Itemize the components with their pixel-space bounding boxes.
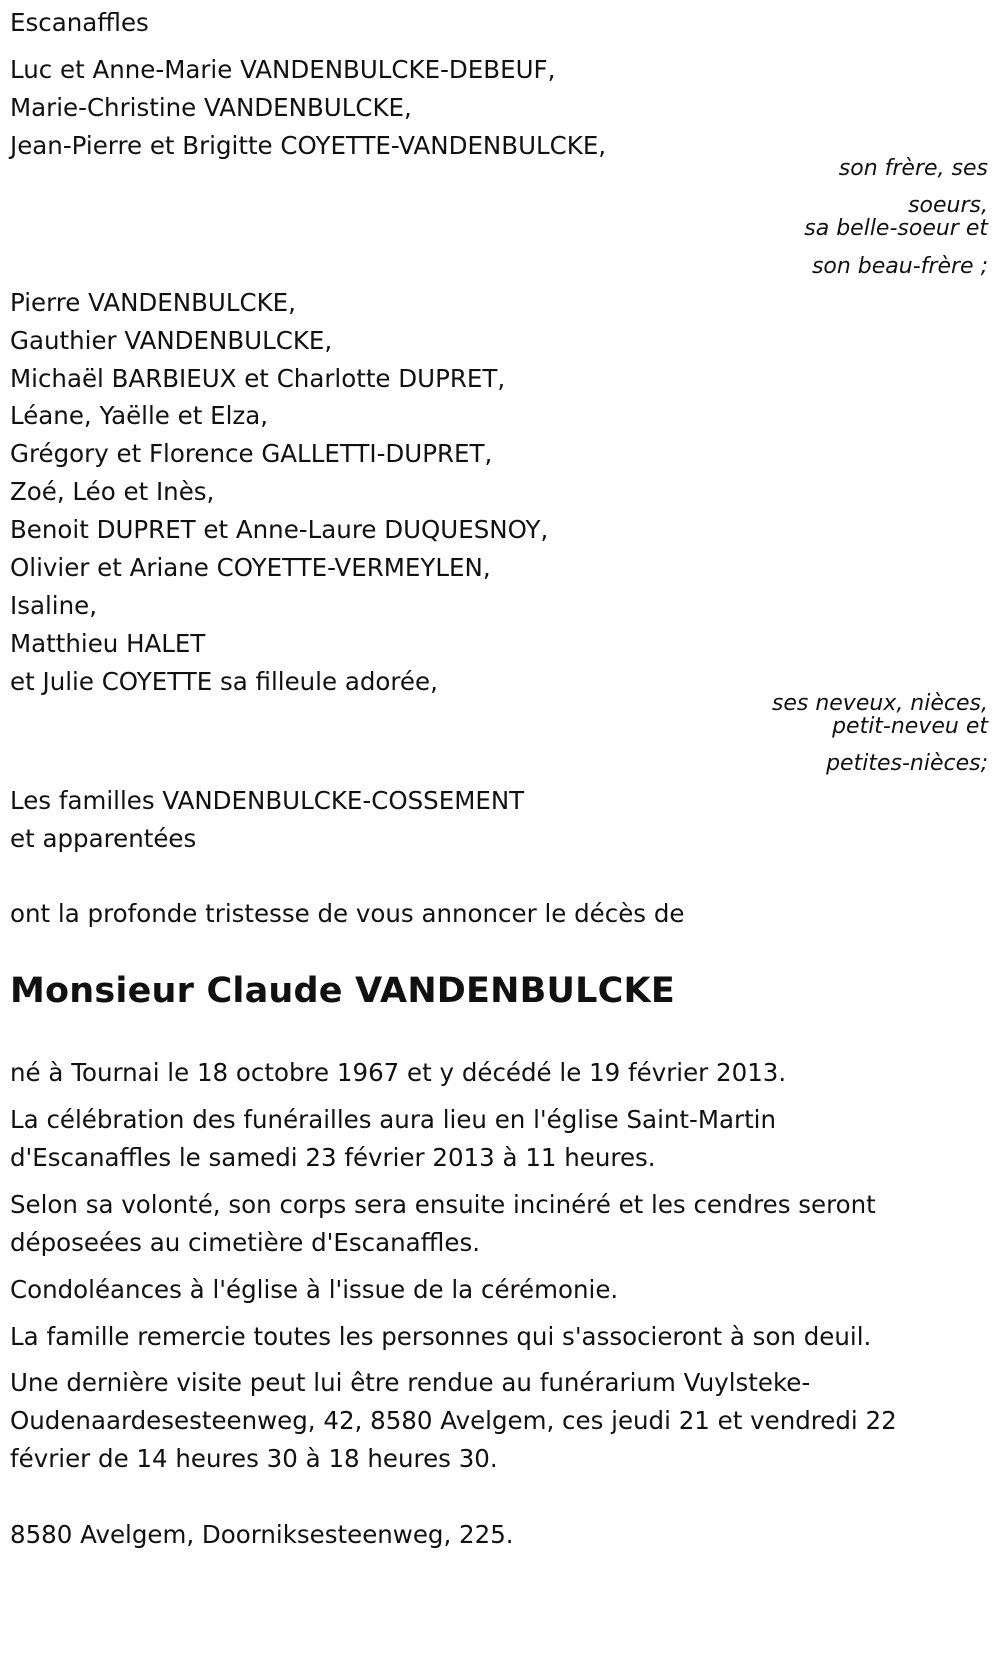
relation-line: ses neveux, nièces,	[771, 691, 988, 716]
family-member-line: Michaël BARBIEUX et Charlotte DUPRET,	[10, 364, 506, 393]
relation-line: petites-nièces;	[826, 751, 988, 776]
family-member-line: Olivier et Ariane COYETTE-VERMEYLEN,	[10, 553, 491, 582]
family-member-line: Pierre VANDENBULCKE,	[10, 288, 296, 317]
announcement-text: ont la profonde tristesse de vous annoncer le décès de	[10, 899, 685, 928]
family-member-line: Isaline,	[10, 591, 98, 620]
village-name: Escanaffles	[10, 8, 149, 37]
relation-line: son frère, ses	[838, 156, 988, 181]
family-member-line: Jean-Pierre et Brigitte COYETTE-VANDENBULCKE,	[10, 131, 607, 160]
family-member-line: Luc et Anne-Marie VANDENBULCKE-DEBEUF,	[10, 55, 556, 84]
families-line: et apparentées	[10, 824, 197, 853]
family-member-line: Zoé, Léo et Inès,	[10, 477, 215, 506]
birth-death-paragraph: né à Tournai le 18 octobre 1967 et y décédé le 19 février 2013.	[10, 1058, 787, 1087]
family-member-line: Léane, Yaëlle et Elza,	[10, 401, 269, 430]
family-member-line: Matthieu HALET	[10, 629, 206, 658]
families-line: Les familles VANDENBULCKE-COSSEMENT	[10, 786, 525, 815]
family-member-line: Gauthier VANDENBULCKE,	[10, 326, 333, 355]
relation-line: petit-neveu et	[832, 714, 988, 739]
visit-paragraph: Une dernière visite peut lui être rendue au funérarium Vuylsteke-Oudenaardesesteenweg, 42, 8580 Avelgem, ces jeudi 21 et vendredi 22 février de 14 heures 30 à 18 heures 30.	[10, 1368, 897, 1473]
relation-line: sa belle-soeur et	[804, 216, 988, 241]
address-line: 8580 Avelgem, Doorniksesteenweg, 225.	[10, 1520, 514, 1549]
family-member-line: Grégory et Florence GALLETTI-DUPRET,	[10, 439, 493, 468]
relation-line: soeurs,	[908, 193, 988, 218]
family-member-line: Marie-Christine VANDENBULCKE,	[10, 93, 412, 122]
family-member-line: Benoit DUPRET et Anne-Laure DUQUESNOY,	[10, 515, 549, 544]
thanks-paragraph: La famille remercie toutes les personnes qui s'associeront à son deuil.	[10, 1322, 872, 1351]
funeral-paragraph: La célébration des funérailles aura lieu en l'église Saint-Martin d'Escanaffles le samedi 23 février 2013 à 11 heures.	[10, 1105, 777, 1172]
deceased-name: Monsieur Claude VANDENBULCKE	[10, 971, 675, 1011]
family-member-line: et Julie COYETTE sa filleule adorée,	[10, 667, 438, 696]
cremation-paragraph: Selon sa volonté, son corps sera ensuite incinéré et les cendres seront déposeées au cimetière d'Escanaffles.	[10, 1190, 876, 1257]
condolences-paragraph: Condoléances à l'église à l'issue de la cérémonie.	[10, 1275, 619, 1304]
relation-line: son beau-frère ;	[811, 254, 988, 279]
